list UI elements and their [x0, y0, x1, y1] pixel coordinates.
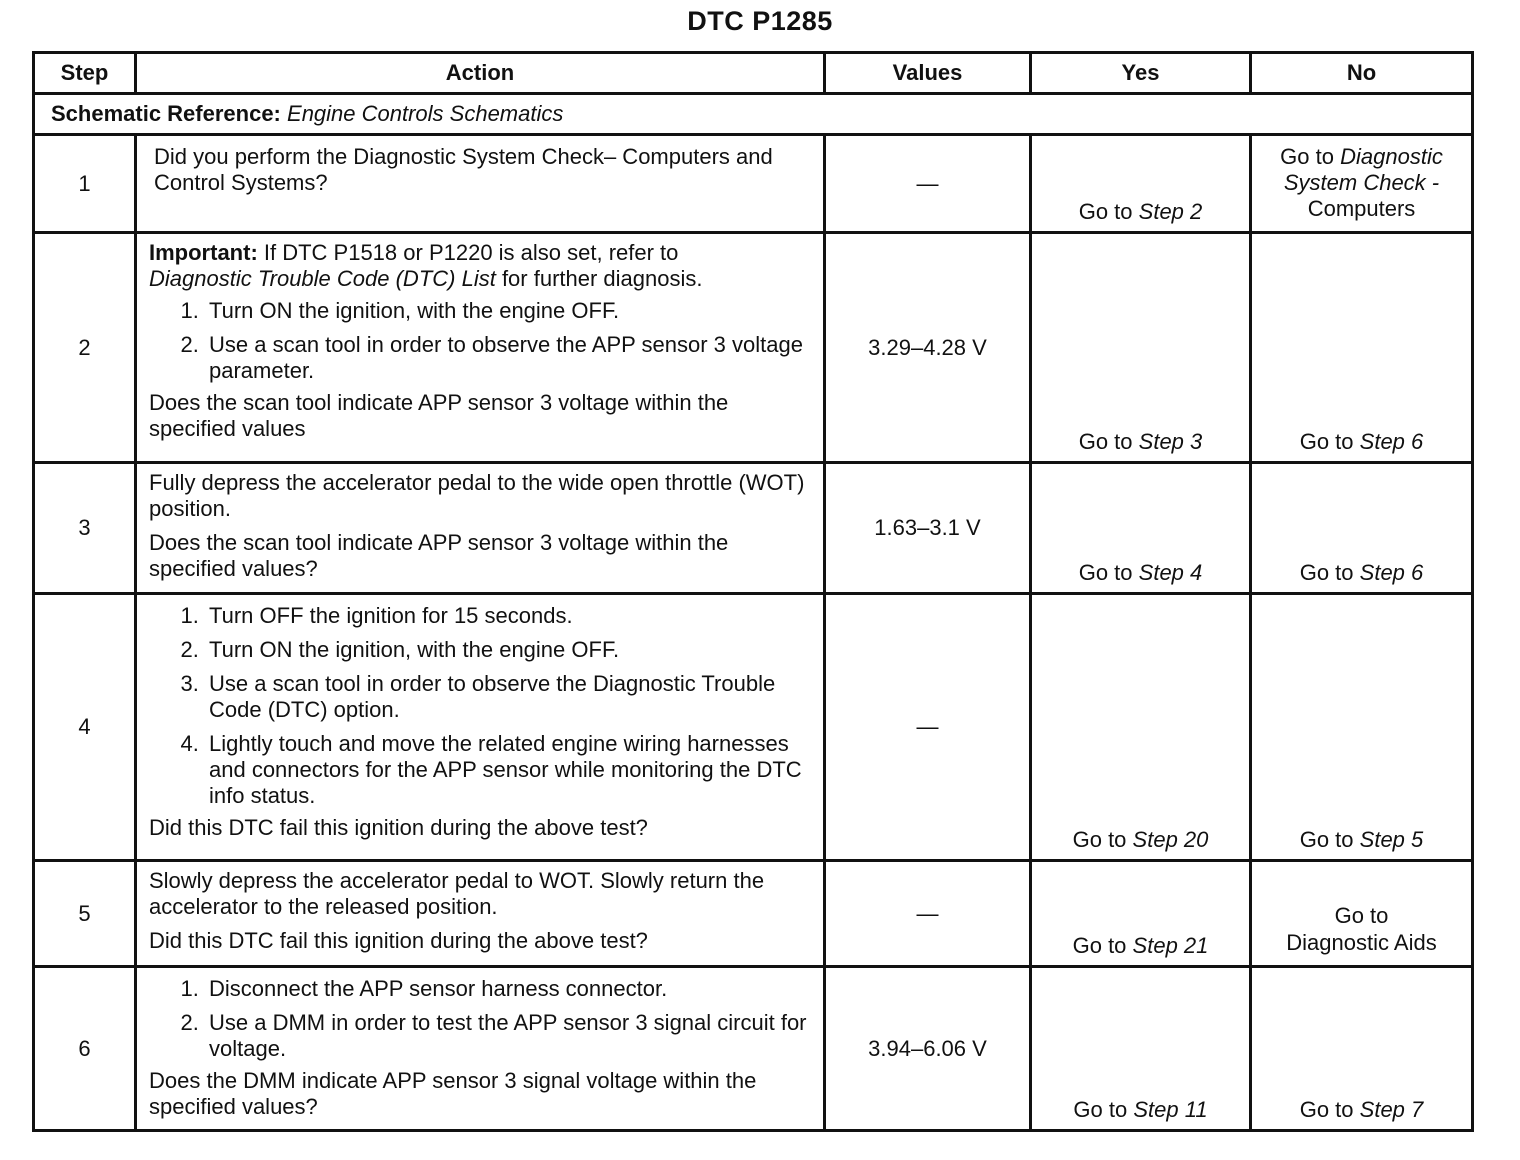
- yes-cell: [1031, 233, 1251, 463]
- no-line1: Go to: [1334, 902, 1389, 928]
- action-list: [149, 603, 813, 809]
- header-step: Step: [34, 53, 136, 94]
- schematic-label: Schematic Reference:: [51, 101, 281, 126]
- step-row-4: [34, 594, 1473, 861]
- header-yes: Yes: [1031, 53, 1251, 94]
- schematic-reference: [34, 94, 1473, 135]
- no-cell: [1251, 861, 1473, 967]
- important-text: If DTC P1518 or P1220 is also set, refer to: [257, 240, 679, 265]
- step-number: 3: [34, 463, 136, 594]
- yes-target: Step 4: [1138, 560, 1203, 585]
- action-text: Did you perform the Diagnostic System Check– Computers and Control Systems?: [154, 144, 773, 195]
- important-tail: for further diagnosis.: [495, 266, 703, 291]
- important-label: Important:: [149, 240, 258, 265]
- step-value: 3.29–4.28 V: [825, 233, 1031, 463]
- header-values: Values: [825, 53, 1031, 94]
- yes-cell: [1031, 967, 1251, 1131]
- step-action: [136, 135, 825, 233]
- step-row-2: [34, 233, 1473, 463]
- step-action: [136, 967, 825, 1131]
- goto-prefix: Go to: [1078, 429, 1133, 454]
- action-question: Does the scan tool indicate APP sensor 3 voltage within the specified values: [149, 390, 729, 441]
- goto-prefix: Go to: [1073, 1097, 1128, 1122]
- no-target-line3: Computers: [1307, 196, 1416, 221]
- no-target: Step 7: [1359, 1097, 1424, 1122]
- list-item: 1. Disconnect the APP sensor harness connector.: [205, 976, 813, 1002]
- list-item: 2. Use a DMM in order to test the APP sensor 3 signal circuit for voltage.: [205, 1010, 813, 1062]
- list-item: 1. Turn OFF the ignition for 15 seconds.: [205, 603, 813, 629]
- step-value: —: [825, 135, 1031, 233]
- list-item: 2. Turn ON the ignition, with the engine OFF.: [205, 637, 813, 663]
- goto-prefix: Go to: [1299, 429, 1354, 454]
- yes-target: Step 2: [1138, 199, 1203, 224]
- step-row-6: [34, 967, 1473, 1131]
- action-question: Did this DTC fail this ignition during the above test?: [149, 928, 648, 953]
- no-cell: [1251, 135, 1473, 233]
- action-question: Did this DTC fail this ignition during the above test?: [149, 815, 648, 840]
- step-row-1: [34, 135, 1473, 233]
- no-target: Step 5: [1359, 827, 1424, 852]
- header-row: [34, 53, 1473, 94]
- step-value: —: [825, 594, 1031, 861]
- yes-target: Step 20: [1132, 827, 1209, 852]
- goto-prefix: Go to: [1299, 1097, 1354, 1122]
- schematic-link: Engine Controls Schematics: [287, 101, 564, 126]
- header-no: No: [1251, 53, 1473, 94]
- step-number: 2: [34, 233, 136, 463]
- important-note: [149, 240, 813, 292]
- no-cell: [1251, 967, 1473, 1131]
- yes-cell: [1031, 463, 1251, 594]
- yes-target: Step 21: [1132, 933, 1209, 958]
- step-number: 4: [34, 594, 136, 861]
- goto-prefix: Go to: [1299, 827, 1354, 852]
- action-list: [149, 976, 813, 1062]
- no-target: Diagnostic Aids: [1286, 929, 1437, 955]
- step-action: [136, 233, 825, 463]
- goto-prefix: Go to: [1280, 144, 1334, 169]
- action-text: Slowly depress the accelerator pedal to WOT. Slowly return the accelerator to the released position.: [149, 868, 765, 919]
- yes-cell: [1031, 135, 1251, 233]
- step-number: 5: [34, 861, 136, 967]
- dtc-list-link: Diagnostic Trouble Code (DTC) List: [149, 266, 496, 291]
- action-question: Does the DMM indicate APP sensor 3 signal voltage within the specified values?: [149, 1068, 757, 1119]
- step-number: 1: [34, 135, 136, 233]
- goto-prefix: Go to: [1078, 199, 1133, 224]
- list-item: 3. Use a scan tool in order to observe the Diagnostic Trouble Code (DTC) option.: [205, 671, 813, 723]
- step-row-3: [34, 463, 1473, 594]
- list-item: 1. Turn ON the ignition, with the engine OFF.: [205, 298, 813, 324]
- no-cell: [1251, 594, 1473, 861]
- action-text: Fully depress the accelerator pedal to the wide open throttle (WOT) position.: [149, 470, 805, 521]
- step-value: 1.63–3.1 V: [825, 463, 1031, 594]
- diagnostic-table: [32, 51, 1474, 1132]
- list-item: 4. Lightly touch and move the related engine wiring harnesses and connectors for the APP sensor while monitoring the DTC info status.: [205, 731, 813, 809]
- no-cell: [1251, 233, 1473, 463]
- action-question: Does the scan tool indicate APP sensor 3 voltage within the specified values?: [149, 530, 729, 581]
- goto-prefix: Go to: [1078, 560, 1133, 585]
- no-target: Diagnostic: [1340, 144, 1443, 169]
- step-action: [136, 861, 825, 967]
- no-target: Step 6: [1359, 560, 1424, 585]
- step-row-5: [34, 861, 1473, 967]
- step-value: 3.94–6.06 V: [825, 967, 1031, 1131]
- goto-prefix: Go to: [1072, 933, 1127, 958]
- schematic-row: [34, 94, 1473, 135]
- yes-cell: [1031, 861, 1251, 967]
- step-number: 6: [34, 967, 136, 1131]
- yes-cell: [1031, 594, 1251, 861]
- step-action: [136, 463, 825, 594]
- no-target: Step 6: [1359, 429, 1424, 454]
- goto-prefix: Go to: [1072, 827, 1127, 852]
- step-action: [136, 594, 825, 861]
- yes-target: Step 11: [1133, 1097, 1208, 1122]
- header-action: Action: [136, 53, 825, 94]
- step-value: —: [825, 861, 1031, 967]
- no-target-line2: System Check -: [1283, 170, 1440, 195]
- yes-target: Step 3: [1138, 429, 1203, 454]
- action-list: [149, 298, 813, 384]
- no-cell: [1251, 463, 1473, 594]
- list-item: 2. Use a scan tool in order to observe the APP sensor 3 voltage parameter.: [205, 332, 813, 384]
- document-title: DTC P1285: [687, 6, 833, 36]
- goto-prefix: Go to: [1299, 560, 1354, 585]
